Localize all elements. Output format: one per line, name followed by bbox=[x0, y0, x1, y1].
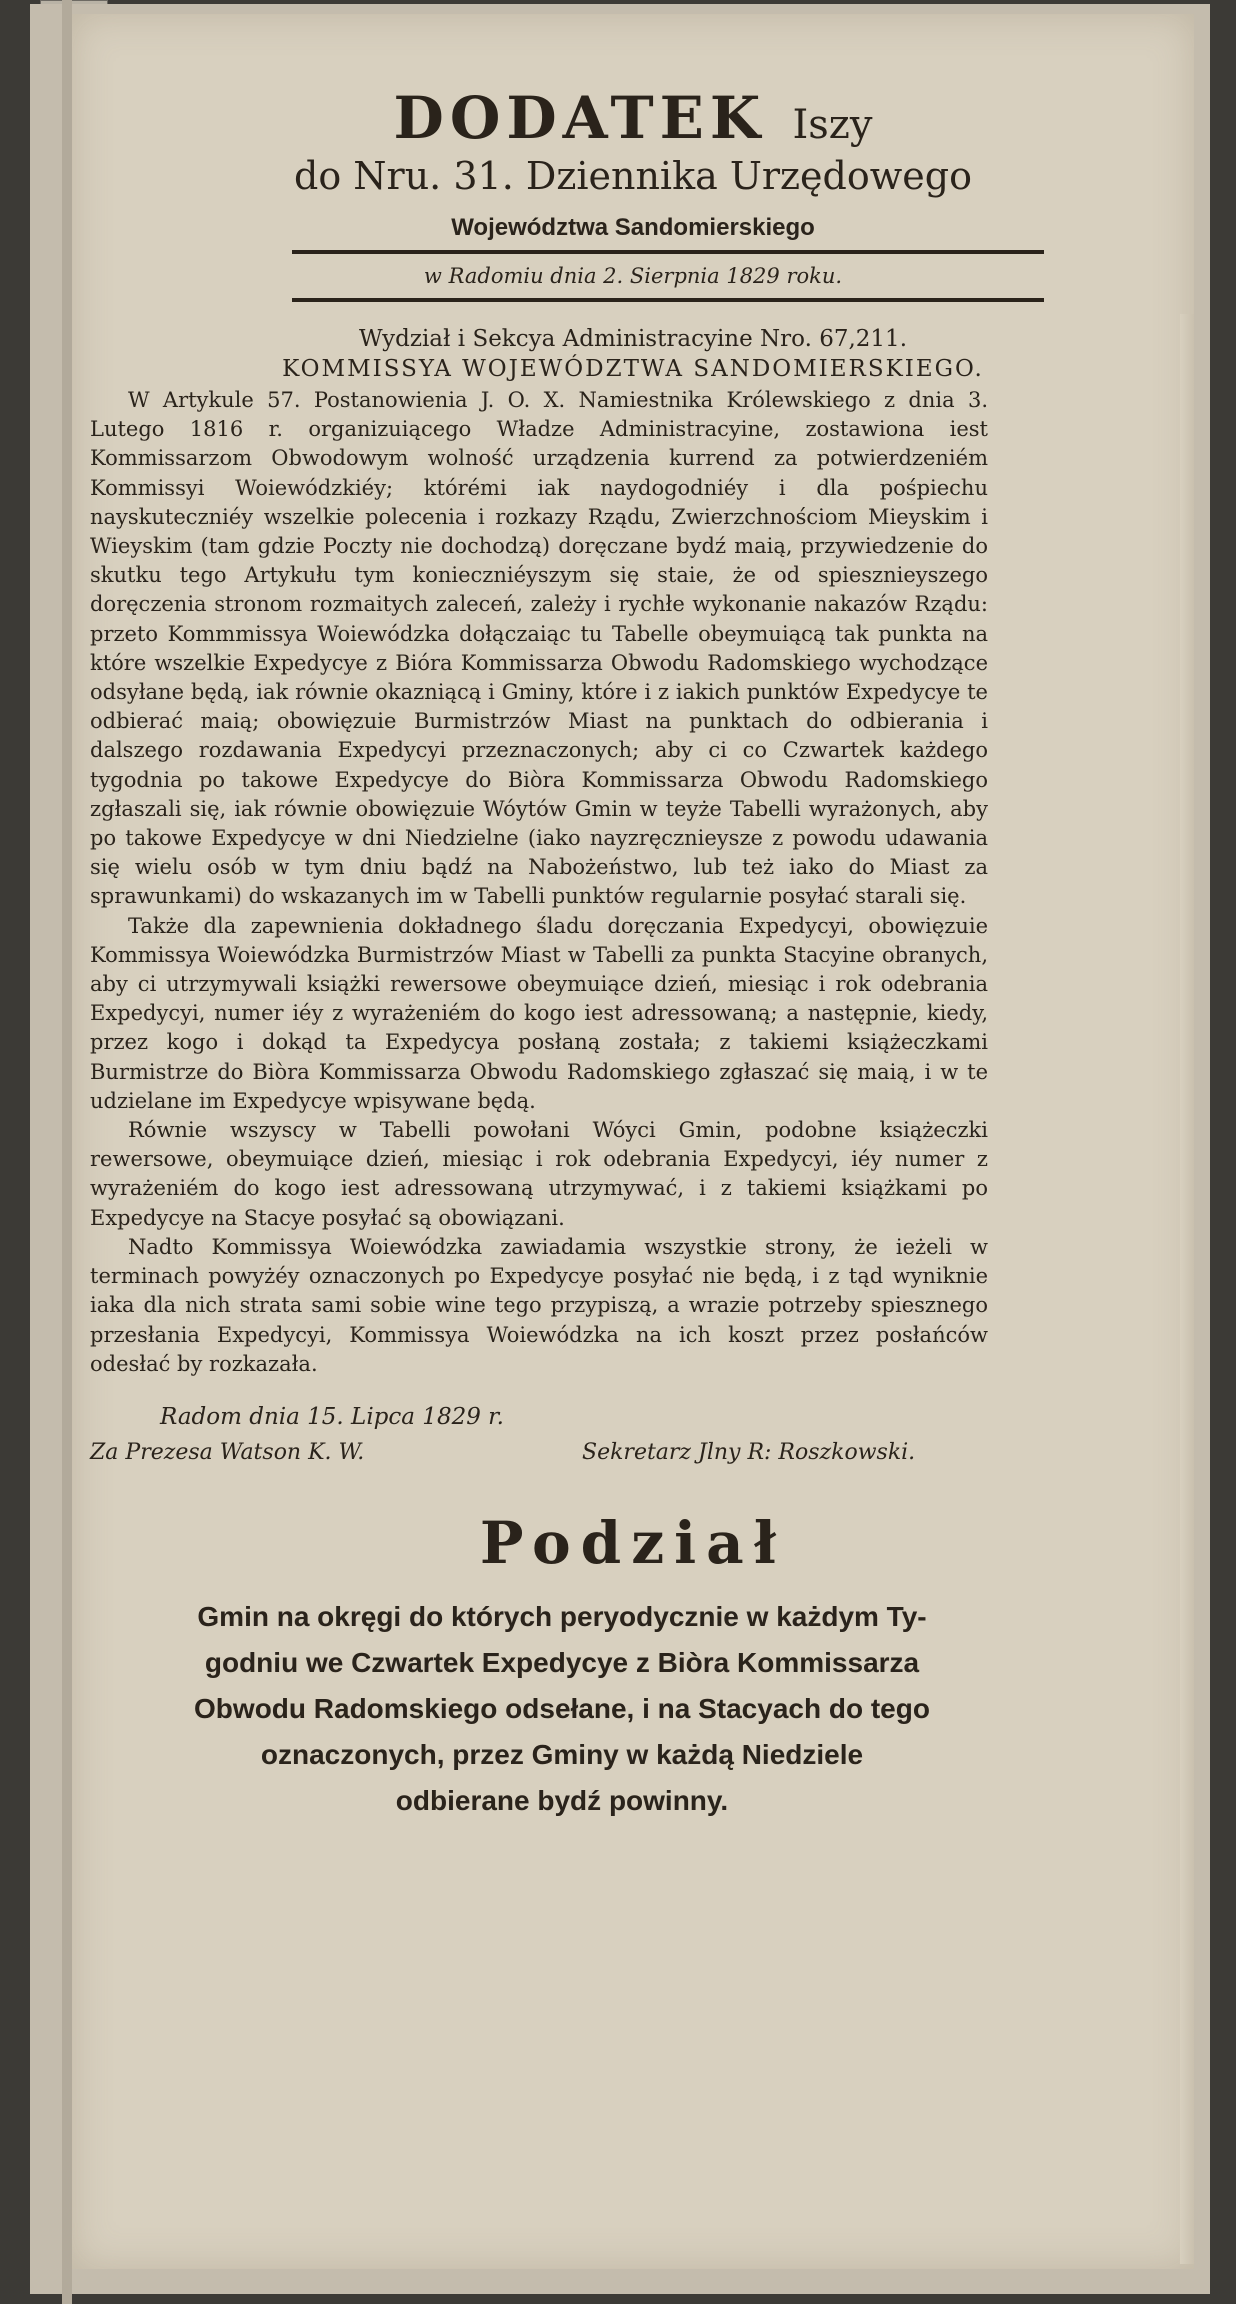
paragraph-4: Nadto Kommissya Woiewódzka zawiadamia wszystkie strony, że ieżeli w terminach powyżéy oznaczonych po Expedycye posyłać nie będą, i z tąd wyniknie iaka dla nich strata sami sobie wine tego przypiszą, a wrazie potrzeby spiesznego przesłania Expedycyi, Kommissya Woiewódzka na ich koszt przez posłańców odesłać by rozkazała. bbox=[90, 1234, 988, 1376]
page-right-edge bbox=[1180, 314, 1194, 2264]
title-main: DODATEK bbox=[393, 84, 767, 152]
header-rule-bottom bbox=[292, 298, 1044, 302]
podzial-line: Obwodu Radomskiego odsełane, i na Stacyach do tego bbox=[194, 1693, 930, 1724]
paragraph-1: W Artykule 57. Postanowienia J. O. X. Namiestnika Królewskiego z dnia 3. Lutego 1816 r. organizuiącego Władze Administracyine, zostawiona iest Kommissarzom Obwodowym wolność urządzenia kurrend za potwierdzeniém Kommissyi Woiewódzkiéy; którémi iak naydogodniéy i dla pośpiechu nayskuteczniéy wszelkie polecenia i rozkazy Rządu, Zwierzchnościom Mieyskim i Wieyskim (tam gdzie Poczty nie dochodzą) doręczane bydź maią, przywiedzenie do skutku tego Artykułu tym konieczniéyszym się staie, że od spiesznieyszego doręczenia stronom rozmaitych zaleceń, zależy i rychłe wykonanie nakazów Rządu: przeto Kommmissya Woiewódzka dołączaiąc tu Tabelle obeymuiącą tak punkta na które wszelkie Expedycye z Bióra Kommissarza Obwodu Radomskiego wychodzące odsyłane będą, iak równie okazniącą i Gminy, które i z iakich punktów Expedycye te odbierać maią; obowięzuie Burmistrzów Miast na punktach do odbierania i dalszego rozdawania Expedycyi przeznaczonych; aby ci co Czwartek każdego tygodnia po takowe Expedycye do Biòra Kommissarza Obwodu Radomskiego zgłaszali się, iak równie obowięzuie Wóytów Gmin w teyże Tabelli wyrażonych, aby po takowe Expedycye w dni Niedzielne (iako nayzręcznieysze z powodu udawania się wielu osób w tym dniu bądź na Nabożeństwo, lub też iako do Miast za sprawunkami) do wskazanych im w Tabelli punktów regularnie posyłać starali się. bbox=[90, 388, 988, 909]
signature-secretary: Sekretarz Jlny R: Roszkowski. bbox=[582, 1440, 916, 1465]
wojewodztwo-line: Województwa Sandomierskiego bbox=[451, 214, 815, 241]
kommissya-heading: KOMMISSYA WOJEWÓDZTWA SANDOMIERSKIEGO. bbox=[282, 356, 984, 382]
header-rule-top bbox=[292, 250, 1044, 254]
podzial-line: Gmin na okręgi do których peryodycznie w każdym Ty- bbox=[197, 1601, 927, 1632]
document-subtitle: do Nru. 31. Dziennika Urzędowego bbox=[294, 154, 972, 198]
page-edge-strip bbox=[62, 0, 72, 2304]
title-suffix: Iszy bbox=[792, 102, 873, 148]
signature-president: Za Prezesa Watson K. W. bbox=[90, 1440, 365, 1465]
podzial-line: oznaczonych, przez Gminy w każdą Niedziele bbox=[260, 1739, 864, 1770]
body-text bbox=[90, 386, 988, 1379]
podzial-heading: Podział bbox=[479, 1509, 787, 1577]
paragraph-2: Także dla zapewnienia dokładnego śladu doręczania Expedycyi, obowięzuie Kommissya Woiewódzka Burmistrzów Miast w Tabelli za punkta Stacyine obranych, aby ci utrzymywali książki rewersowe obeymuiące dzień, miesiąc i rok odebrania Expedycyi, numer iéy z wyrażeniém do kogo iest adressowaną; a następnie, kiedy, przez kogo i dokąd ta Expedycya posłaną została; z takiemi książeczkami Burmistrze do Biòra Kommissarza Obwodu Radomskiego zgłaszać się maią, i w te udzielane im Expedycye wpisywane będą. bbox=[90, 913, 988, 1113]
podzial-line: odbierane bydź powinny. bbox=[395, 1785, 729, 1816]
document-title bbox=[72, 84, 1194, 152]
dateline: w Radomiu dnia 2. Sierpnia 1829 roku. bbox=[423, 264, 843, 288]
paragraph-3: Równie wszyscy w Tabelli powołani Wóyci Gmin, podobne książeczki rewersowe, obeymuiące dzień, miesiąc i rok odebrania Expedycyi, iéy numer z wyrażeniém do kogo iest adressowaną utrzymywać, i z takiemi książkami po Expedycye na Stacye posyłać są obowiązani. bbox=[90, 1118, 988, 1230]
podzial-subtitle bbox=[132, 1594, 992, 1824]
document-page bbox=[72, 14, 1194, 2269]
wydzial-line: Wydział i Sekcya Administracyine Nro. 67,211. bbox=[358, 326, 908, 352]
podzial-line: godniu we Czwartek Expedycye z Biòra Kommissarza bbox=[204, 1647, 920, 1678]
signature-date: Radom dnia 15. Lipca 1829 r. bbox=[160, 1404, 504, 1430]
